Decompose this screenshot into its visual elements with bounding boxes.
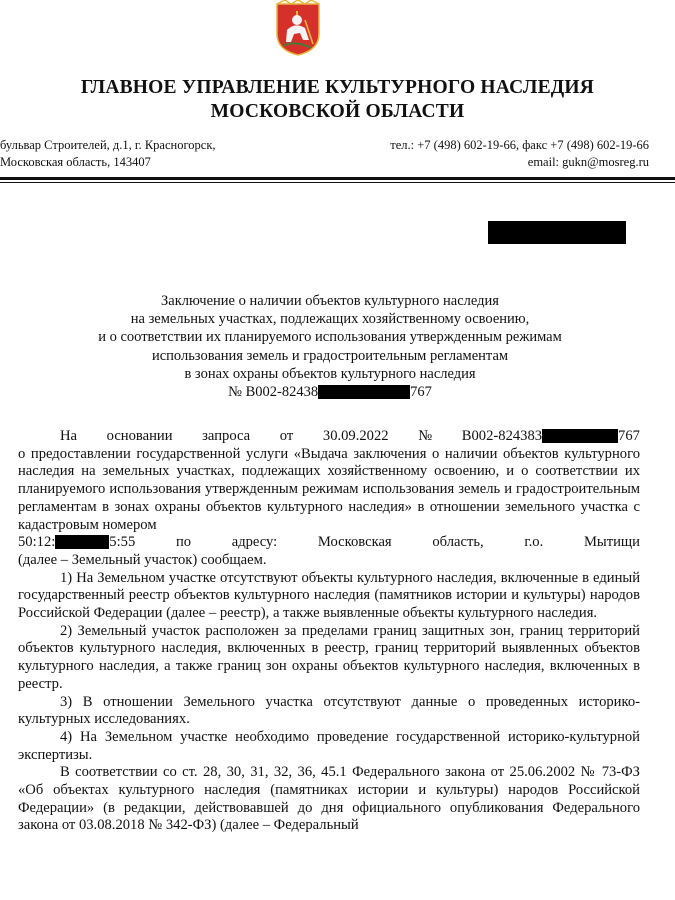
request-number-prefix: B002-824383 xyxy=(461,428,543,444)
intro-word: от xyxy=(279,428,294,444)
item-2: 2) Земельный участок расположен за пределами границ защитных зон, границ территорий объектов культурного наследия, включенных в реестр, границ территорий выявленных объектов культурного наследия, а также границ зон охраны объектов культурного наследия, включенных в реестр. xyxy=(18,622,640,692)
title-number xyxy=(0,383,660,401)
postal-address xyxy=(0,137,216,171)
moscow-oblast-coat-of-arms-icon xyxy=(275,0,321,56)
intro-first-line xyxy=(18,428,640,446)
cadastral-line xyxy=(18,534,640,552)
item-4: 4) На Земельном участке необходимо проведение государственной историко-культурной экспертизы. xyxy=(18,728,640,763)
redacted-recipient xyxy=(488,221,626,244)
phone-line: тел.: +7 (498) 602-19-66, факс +7 (498) 602-19-66 xyxy=(390,138,649,152)
address-word: г.о. xyxy=(524,534,544,551)
redacted-number xyxy=(318,385,410,399)
intro-word: основании xyxy=(106,428,173,444)
contacts xyxy=(390,137,649,171)
legal-basis-paragraph: В соответствии со ст. 28, 30, 31, 32, 36, 45.1 Федерального закона от 25.06.2002 № 73-ФЗ «Об объектах культурного наследия (памятниках истории и культуры) народов Российской Федерации» (в редакции, действовавшей до дня официального опубликования Федерального закона от 03.08.2018 № 342-ФЗ) (далее – Федеральный xyxy=(18,764,640,834)
address-word: область, xyxy=(432,534,484,551)
title-line2: на земельных участках, подлежащих хозяйственному освоению, xyxy=(130,311,530,328)
number-suffix: 767 xyxy=(410,384,432,401)
header-rule-thick xyxy=(0,177,675,180)
cadastral-prefix: 50:12: xyxy=(18,534,56,551)
request-date: 30.09.2022 xyxy=(322,428,389,444)
item-1: 1) На Земельном участке отсутствуют объекты культурного наследия, включенные в единый государственный реестр объектов культурного наследия (памятников истории и культуры) народов Российской Федерации (далее – реестр), а также выявленные объекты культурного наследия. xyxy=(18,569,640,622)
intro-word: На xyxy=(60,428,78,444)
request-number xyxy=(462,428,640,446)
header-rule-thin xyxy=(0,182,675,183)
address-line1: бульвар Строителей, д.1, г. Красногорск, xyxy=(0,138,216,152)
org-name-line1: ГЛАВНОЕ УПРАВЛЕНИЕ КУЛЬТУРНОГО НАСЛЕДИЯ xyxy=(80,77,595,98)
intro-closing: (далее – Земельный участок) сообщаем. xyxy=(18,551,267,568)
intro-word: № xyxy=(418,428,433,444)
org-name-line2: МОСКОВСКОЙ ОБЛАСТИ xyxy=(210,101,465,122)
number-prefix: № B002-82438 xyxy=(228,384,319,401)
address-word: Мытищи xyxy=(583,534,640,551)
request-number-suffix: 767 xyxy=(618,428,640,444)
intro-word: запроса xyxy=(202,428,251,444)
email-line: email: gukn@mosreg.ru xyxy=(527,155,649,169)
title-line1: Заключение о наличии объектов культурного наследия xyxy=(161,293,499,309)
item-3: 3) В отношении Земельного участка отсутствуют данные о проведенных историко-культурных исследованиях. xyxy=(18,693,640,728)
document-title xyxy=(0,292,660,401)
redacted-cadastral xyxy=(55,535,109,549)
redacted-request-number xyxy=(542,429,618,443)
address-word: по xyxy=(175,534,192,551)
address-word: адресу: xyxy=(231,534,278,551)
address-line2: Московская область, 143407 xyxy=(0,155,151,169)
title-line3: и о соответствии их планируемого использования утвержденным режимам xyxy=(98,329,562,346)
title-line5: в зонах охраны объектов культурного наследия xyxy=(184,365,476,382)
cadastral-number xyxy=(18,534,135,552)
address-word: Московская xyxy=(317,534,392,551)
cadastral-suffix: 5:55 xyxy=(109,534,136,551)
document-body xyxy=(18,428,640,835)
intro-paragraph: о предоставлении государственной услуги «Выдача заключения о наличии объектов культурного наследия на земельных участках, подлежащих хозяйственному освоению, и о соответствии их планируемого использования утвержденным режимам использования земель и градостроительным регламентам в зонах охраны объектов культурного наследия» в отношении земельного участка с кадастровым номером xyxy=(18,445,640,533)
title-line4: использования земель и градостроительным регламентам xyxy=(151,347,509,364)
